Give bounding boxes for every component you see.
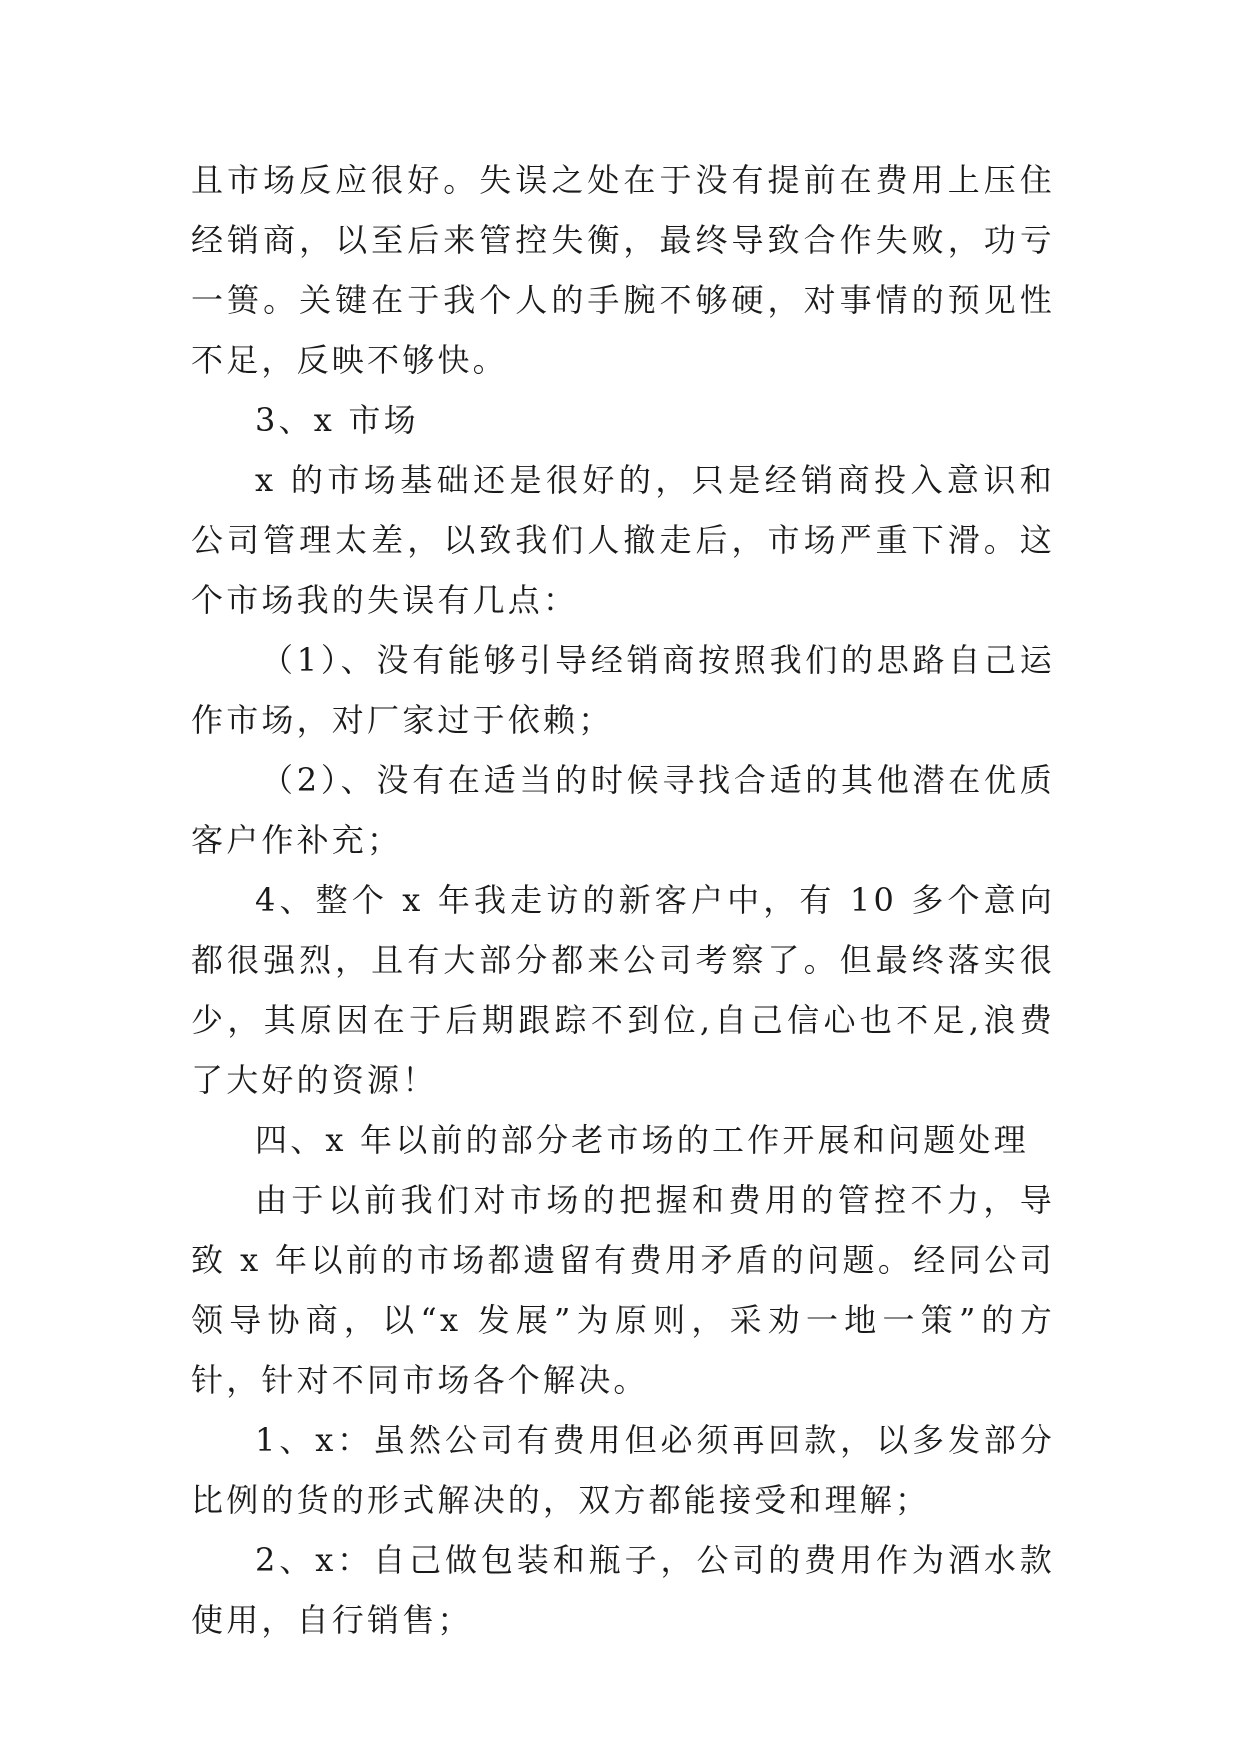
list-item-sub-2: 2、x：自己做包装和瓶子，公司的费用作为酒水款使用，自行销售； [191, 1541, 1055, 1639]
paragraph-item-4: 4、整个 x 年我走访的新客户中，有 10 多个意向都很强烈，且有大部分都来公司考察了。但最终落实很少，其原因在于后期跟踪不到位,自己信心也不足,浪费了大好的资源！ [191, 881, 1055, 1099]
document-body [191, 150, 1055, 1650]
list-item-point-1: （1）、没有能够引导经销商按照我们的思路自己运作市场，对厂家过于依赖； [191, 641, 1055, 739]
section-heading-4: 四、x 年以前的部分老市场的工作开展和问题处理 [255, 1121, 1029, 1159]
paragraph-section-4-body: 由于以前我们对市场的把握和费用的管控不力，导致 x 年以前的市场都遗留有费用矛盾的问题。经同公司领导协商，以“x 发展”为原则，采劝一地一策”的方针，针对不同市场各个解决。 [191, 1181, 1055, 1399]
paragraph-continuation: 且市场反应很好。失误之处在于没有提前在费用上压住经销商，以至后来管控失衡，最终导致合作失败，功亏一篑。关键在于我个人的手腕不够硬，对事情的预见性不足，反映不够快。 [191, 161, 1055, 379]
heading-x-market: 3、x 市场 [255, 401, 419, 439]
list-item-point-2: （2）、没有在适当的时候寻找合适的其他潜在优质客户作补充； [191, 761, 1055, 859]
paragraph-x-market: x 的市场基础还是很好的，只是经销商投入意识和公司管理太差，以致我们人撤走后，市场严重下滑。这个市场我的失误有几点： [191, 461, 1055, 619]
list-item-sub-1: 1、x：虽然公司有费用但必须再回款，以多发部分比例的货的形式解决的，双方都能接受和理解； [191, 1421, 1055, 1519]
